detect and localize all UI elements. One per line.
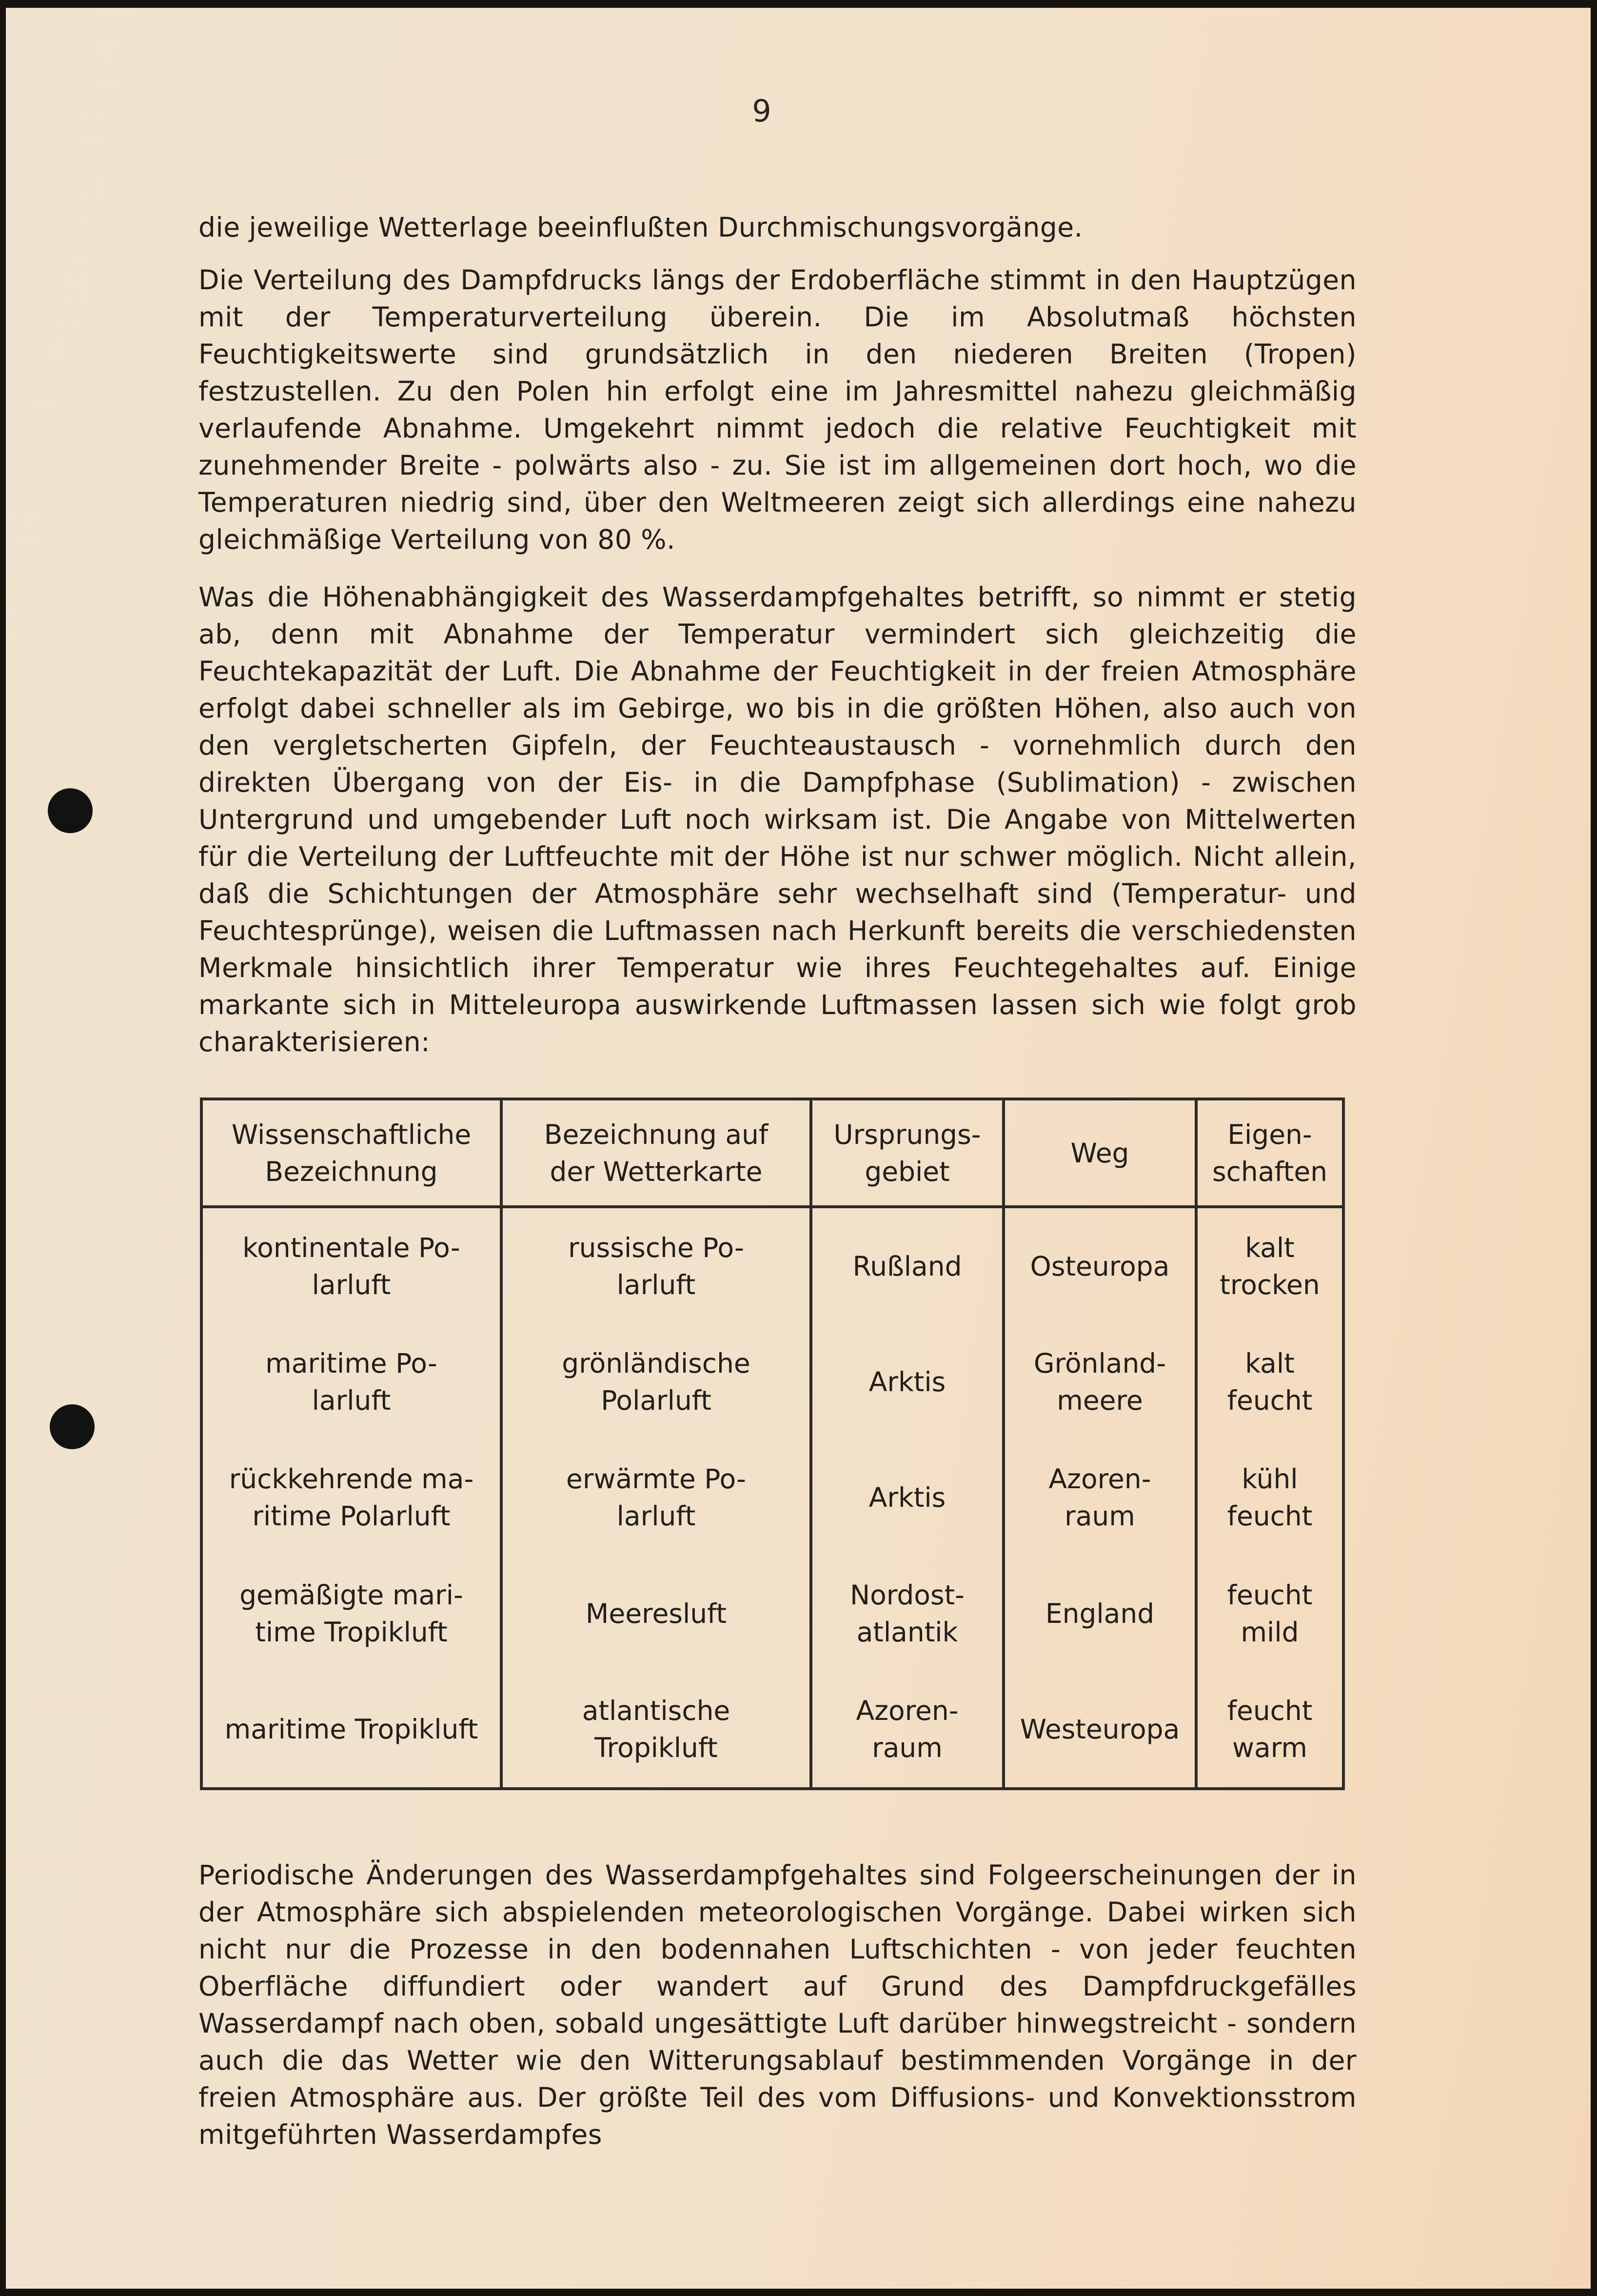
page-number: 9 xyxy=(752,93,771,129)
table-cell: Nordost- atlantik xyxy=(811,1556,1004,1671)
table-cell: feucht warm xyxy=(1196,1671,1343,1789)
table-cell: kühl feucht xyxy=(1196,1440,1343,1556)
table-cell: kontinentale Po- larluft xyxy=(201,1207,501,1324)
table-cell: gemäßigte mari- time Tropikluft xyxy=(201,1556,501,1671)
paragraph-1: die jeweilige Wetterlage beeinflußten Durchmischungsvorgänge. xyxy=(198,212,1083,243)
table-row xyxy=(201,1440,1343,1556)
header-cell: Ursprungs- gebiet xyxy=(811,1099,1004,1207)
header-cell: Eigen- schaften xyxy=(1196,1099,1343,1207)
table-cell: feucht mild xyxy=(1196,1556,1343,1671)
table-cell: erwärmte Po- larluft xyxy=(501,1440,811,1556)
table-header-row xyxy=(201,1099,1343,1207)
table-cell: kalt trocken xyxy=(1196,1207,1343,1324)
table-cell: maritime Po- larluft xyxy=(201,1324,501,1439)
table-row xyxy=(201,1671,1343,1789)
header-cell: Wissenschaftliche Bezeichnung xyxy=(201,1099,501,1207)
table-cell: rückkehrende ma- ritime Polarluft xyxy=(201,1440,501,1556)
table-row xyxy=(201,1207,1343,1324)
table-cell: atlantische Tropikluft xyxy=(501,1671,811,1789)
air-mass-table xyxy=(200,1098,1345,1790)
paragraph-3: Was die Höhenabhängigkeit des Wasserdampfgehaltes betrifft, so nimmt er stetig ab, denn mit Abnahme der Temperatur vermindert sich gleichzeitig die Feuchtekapazität der Luft. Die Abnahme der Feuchtigkeit in der freien Atmosphäre erfolgt dabei schneller als im Gebirge, wo bis in die größten Höhen, also auch von den vergletscherten Gipfeln, der Feuchteaustausch - vornehmlich durch den direkten Übergang von der Eis- in die Dampfphase (Sublimation) - zwischen Untergrund und umgebender Luft noch wirksam ist. Die Angabe von Mittelwerten für die Verteilung der Luftfeuchte mit der Höhe ist nur schwer möglich. Nicht allein, daß die Schichtungen der Atmosphäre sehr wechselhaft sind (Temperatur- und Feuchtesprünge), weisen die Luftmassen nach Herkunft bereits die verschiedensten Merkmale hinsichtlich ihrer Temperatur wie ihres Feuchtegehaltes auf. Einige markante sich in Mitteleuropa auswirkende Luftmassen lassen sich wie folgt grob charakterisieren: xyxy=(198,581,1357,1058)
punch-hole-top xyxy=(48,788,93,833)
table-cell: maritime Tropikluft xyxy=(201,1671,501,1789)
punch-hole-bottom xyxy=(50,1404,95,1449)
table-cell: Azoren- raum xyxy=(1004,1440,1196,1556)
document-page xyxy=(6,8,1591,2289)
table-row xyxy=(201,1324,1343,1439)
table-cell: Grönland- meere xyxy=(1004,1324,1196,1439)
table-cell: England xyxy=(1004,1556,1196,1671)
table-cell: grönländische Polarluft xyxy=(501,1324,811,1439)
table-cell: Azoren- raum xyxy=(811,1671,1004,1789)
table-cell: Westeuropa xyxy=(1004,1671,1196,1789)
table-cell: russische Po- larluft xyxy=(501,1207,811,1324)
table-cell: Meeresluft xyxy=(501,1556,811,1671)
header-cell: Bezeichnung auf der Wetterkarte xyxy=(501,1099,811,1207)
table-cell: Arktis xyxy=(811,1324,1004,1439)
paragraph-4: Periodische Änderungen des Wasserdampfgehaltes sind Folgeerscheinungen der in der Atmosphäre sich abspielenden meteorologischen Vorgänge. Dabei wirken sich nicht nur die Prozesse in den bodennahen Luftschichten - von jeder feuchten Oberfläche diffundiert oder wandert auf Grund des Dampfdruckgefälles Wasserdampf nach oben, sobald ungesättigte Luft darüber hinwegstreicht - sondern auch die das Wetter wie den Witterungsablauf bestimmenden Vorgänge in der freien Atmosphäre aus. Der größte Teil des vom Diffusions- und Konvektionsstrom mitgeführten Wasserdampfes xyxy=(198,1859,1357,2150)
paragraph-2: Die Verteilung des Dampfdrucks längs der Erdoberfläche stimmt in den Hauptzügen mit der Temperaturverteilung überein. Die im Absolutmaß höchsten Feuchtigkeitswerte sind grundsätzlich in den niederen Breiten (Tropen) festzustellen. Zu den Polen hin erfolgt eine im Jahresmittel nahezu gleichmäßig verlaufende Abnahme. Umgekehrt nimmt jedoch die relative Feuchtigkeit mit zunehmender Breite - polwärts also - zu. Sie ist im allgemeinen dort hoch, wo die Temperaturen niedrig sind, über den Weltmeeren zeigt sich allerdings eine nahezu gleichmäßige Verteilung von 80 %. xyxy=(198,264,1357,555)
table-cell: kalt feucht xyxy=(1196,1324,1343,1439)
table-cell: Rußland xyxy=(811,1207,1004,1324)
table-cell: Arktis xyxy=(811,1440,1004,1556)
header-cell: Weg xyxy=(1004,1099,1196,1207)
table-cell: Osteuropa xyxy=(1004,1207,1196,1324)
table-row xyxy=(201,1556,1343,1671)
